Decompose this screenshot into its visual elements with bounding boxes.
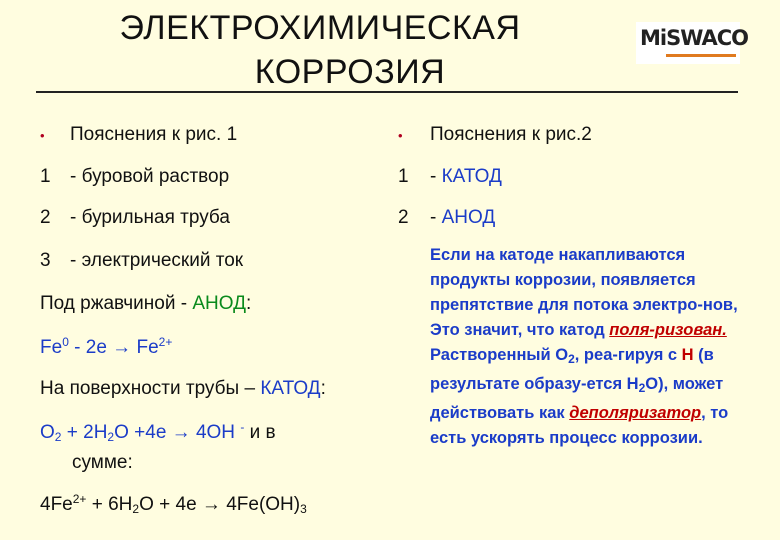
eq3-c: O + 4e → 4Fe(OH) [139,494,301,515]
para-p3: , реа-гируя с [574,346,682,364]
eq1-fe: Fe [40,337,63,358]
para-p4: (в результате образу-ется H [430,346,714,393]
eq3-sa: 2+ [72,492,87,506]
left-item-1-num: 1 [40,166,51,187]
eq2-tail: и в [244,422,276,443]
eq2-sub2b: 2 [107,430,115,444]
eq2-p2: O +4e → 4OH [114,422,241,443]
right-item-2-num: 2 [398,207,409,228]
title-line-1: ЭЛЕКТРОХИМИЧЕСКАЯ [119,9,521,47]
bullet-right: • [398,128,403,143]
para-p5: O), может действовать как [430,375,724,422]
eq1-sup0: 0 [62,335,69,349]
para-h2sub: 2 [638,381,646,395]
surface-line [40,378,326,400]
right-item-1-text: КАТОД [441,166,502,187]
eq3-a: 4Fe [40,494,73,515]
eq1-arrow: → Fe [106,337,159,358]
title-line-2: КОРРОЗИЯ [254,53,446,91]
para-polarized: поля-ризован. [609,321,727,339]
right-item-2 [430,207,495,229]
equation-iron-oxidation [40,335,172,359]
equation-total [40,492,307,516]
title-divider [36,91,738,93]
explanation-paragraph [430,243,750,451]
surface-cathode: КАТОД [260,378,321,399]
left-item-3-num: 3 [40,250,51,271]
left-item-2-text: - бурильная труба [70,207,230,228]
bullet-left: • [40,128,45,143]
eq2-o: O [40,422,55,443]
right-item-2-text: АНОД [441,207,496,228]
para-p2: Растворенный O [430,346,569,364]
left-item-3-text: - электрический ток [70,250,244,271]
para-p6: , то есть ускорять процесс коррозии. [430,404,729,447]
surface-label: На поверхности трубы – [40,378,261,399]
equation-oxygen-reduction [40,420,276,444]
para-o2sub: 2 [568,352,575,366]
eq2-sub2: 2 [54,430,62,444]
eq1-minus: - [68,337,86,358]
para-h: H [681,346,694,364]
logo-swoosh [666,54,736,57]
left-heading: Пояснения к рис. 1 [70,124,238,145]
rust-colon: : [245,293,252,314]
eq1-sup2: 2+ [158,335,173,349]
para-depolarizer: деполяризатор [569,404,702,422]
page-title [60,6,580,94]
left-item-1-text: - буровой раствор [70,166,230,187]
sum-word [72,452,133,474]
right-heading: Пояснения к рис.2 [430,124,592,145]
rust-label: Под ржавчиной - [40,293,193,314]
rust-line [40,293,251,315]
eq2-supm: - [240,420,245,434]
right-item-1 [430,166,502,188]
eq1-e: 2e [85,337,107,358]
surface-colon: : [320,378,326,399]
eq3-sc: 3 [300,502,307,516]
miswaco-logo [636,22,748,64]
logo-text: MiSWACO [640,26,748,50]
right-item-1-dash: - [430,166,442,187]
right-item-2-dash: - [430,207,442,228]
eq3-b: + 6H [86,494,133,515]
sum-word-text: сумме: [72,452,133,473]
rust-anode: АНОД [192,293,246,314]
right-item-1-num: 1 [398,166,409,187]
para-p1: Если на катоде накапливаются продукты коррозии, появляется препятствие для потока электро-нов, Это значит, что катод [430,246,738,339]
eq2-p1: + 2H [61,422,108,443]
eq3-sb: 2 [132,502,140,516]
left-item-2-num: 2 [40,207,51,228]
